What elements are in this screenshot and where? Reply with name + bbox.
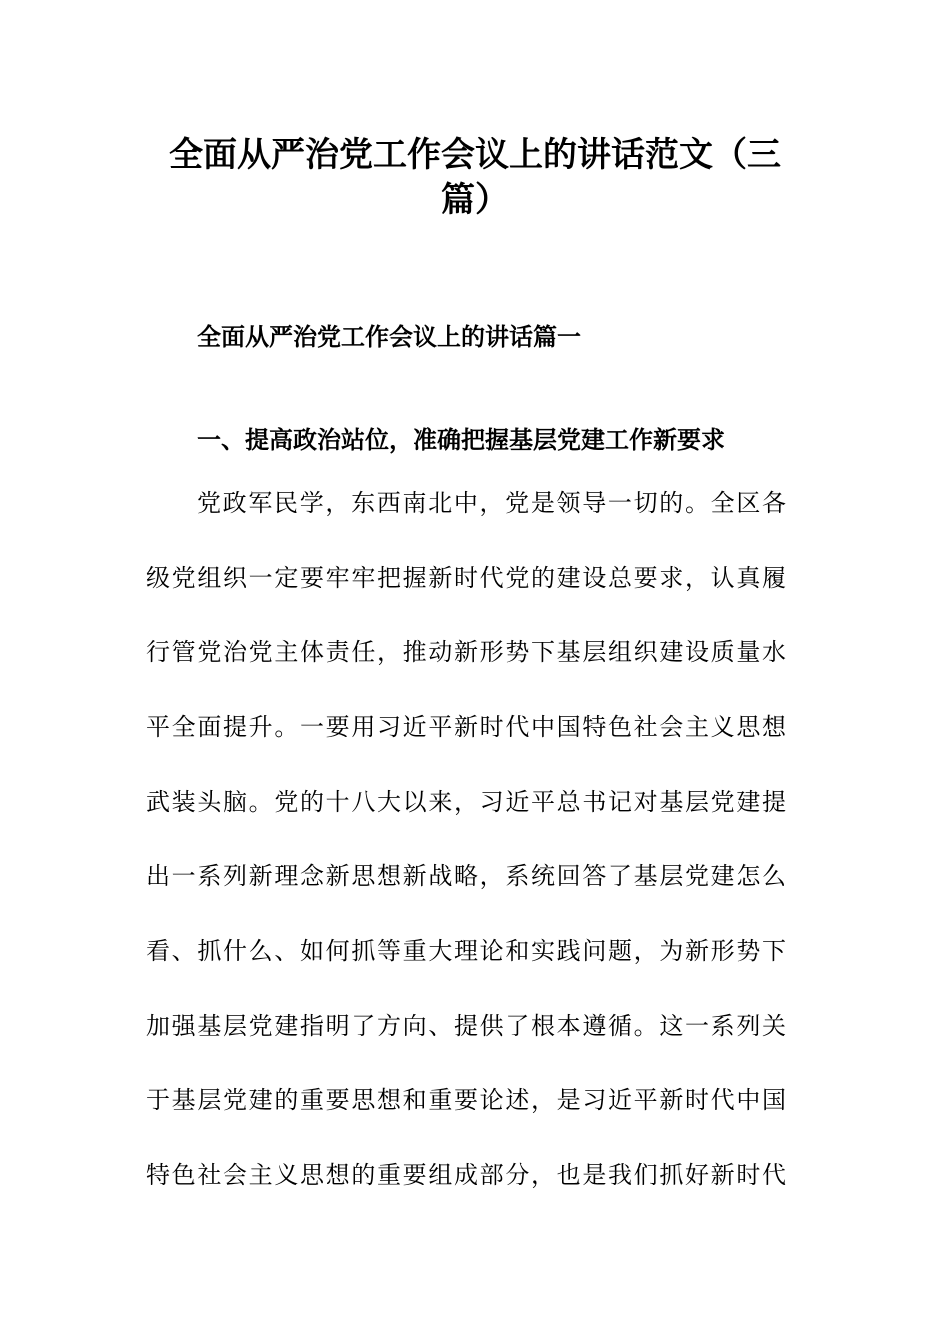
paragraph-line: 党政军民学，东西南北中，党是领导一切的。全区各 <box>197 489 786 517</box>
document-subtitle: 全面从严治党工作会议上的讲话篇一 <box>197 322 581 351</box>
paragraph-line: 出一系列新理念新思想新战略，系统回答了基层党建怎么 <box>146 862 786 890</box>
paragraph-line: 特色社会主义思想的重要组成部分，也是我们抓好新时代 <box>146 1161 786 1189</box>
paragraph-line: 级党组织一定要牢牢把握新时代党的建设总要求，认真履 <box>146 564 786 592</box>
section-heading: 一、提高政治站位，准确把握基层党建工作新要求 <box>197 425 725 454</box>
paragraph-line: 武装头脑。党的十八大以来，习近平总书记对基层党建提 <box>146 788 786 816</box>
document-title-line-1: 全面从严治党工作会议上的讲话范文（三 <box>169 135 781 175</box>
paragraph-line: 看、抓什么、如何抓等重大理论和实践问题，为新形势下 <box>146 937 786 965</box>
paragraph-line: 加强基层党建指明了方向、提供了根本遵循。这一系列关 <box>146 1012 786 1040</box>
paragraph-line: 行管党治党主体责任，推动新形势下基层组织建设质量水 <box>146 638 786 666</box>
document-title-line-2: 篇） <box>441 180 509 220</box>
paragraph-line: 于基层党建的重要思想和重要论述，是习近平新时代中国 <box>146 1086 786 1114</box>
paragraph-line: 平全面提升。一要用习近平新时代中国特色社会主义思想 <box>146 713 786 741</box>
